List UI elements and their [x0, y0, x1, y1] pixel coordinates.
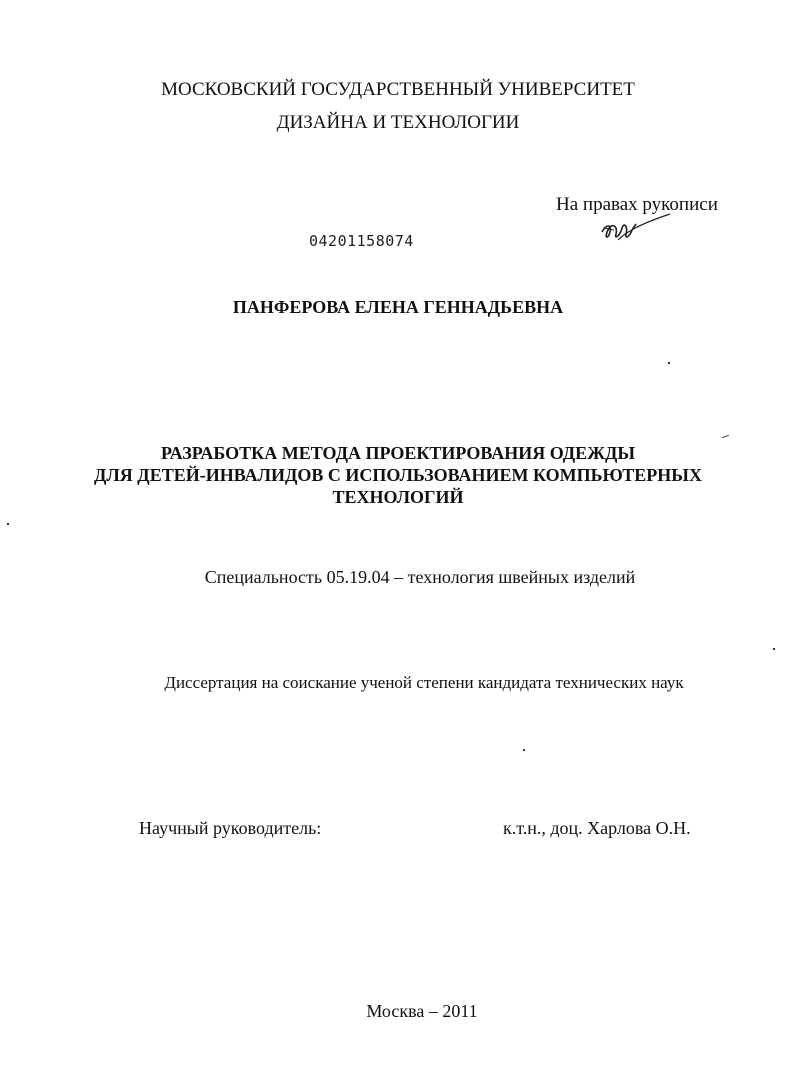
thesis-title-line1: РАЗРАБОТКА МЕТОДА ПРОЕКТИРОВАНИЯ ОДЕЖДЫ	[160, 443, 636, 463]
supervisor-label: Научный руководитель:	[139, 818, 322, 838]
university-name-line2: ДИЗАЙНА И ТЕХНОЛОГИИ	[276, 112, 520, 133]
university-name-line1: МОСКОВСКИЙ ГОСУДАРСТВЕННЫЙ УНИВЕРСИТЕТ	[161, 79, 635, 100]
degree-line: Диссертация на соискание ученой степени кандидата технических наук	[164, 673, 684, 692]
scan-speck	[773, 648, 775, 650]
scan-speck	[7, 523, 9, 525]
author-name: ПАНФЕРОВА ЕЛЕНА ГЕННАДЬЕВНА	[232, 297, 564, 317]
city-year: Москва – 2011	[366, 1001, 478, 1021]
thesis-title-line2: ДЛЯ ДЕТЕЙ-ИНВАЛИДОВ С ИСПОЛЬЗОВАНИЕМ КОМПЬЮТЕРНЫХ	[94, 465, 702, 485]
scan-speck	[523, 749, 525, 751]
rights-note: На правах рукописи	[556, 194, 718, 215]
specialty-line: Специальность 05.19.04 – технология швейных изделий	[204, 567, 636, 587]
signature-icon	[596, 210, 676, 250]
scan-speck	[722, 435, 729, 438]
scan-speck	[668, 362, 670, 364]
thesis-title-line3: ТЕХНОЛОГИЙ	[332, 487, 464, 507]
supervisor-name: к.т.н., доц. Харлова О.Н.	[503, 818, 691, 838]
document-number: 04201158074	[309, 232, 414, 250]
